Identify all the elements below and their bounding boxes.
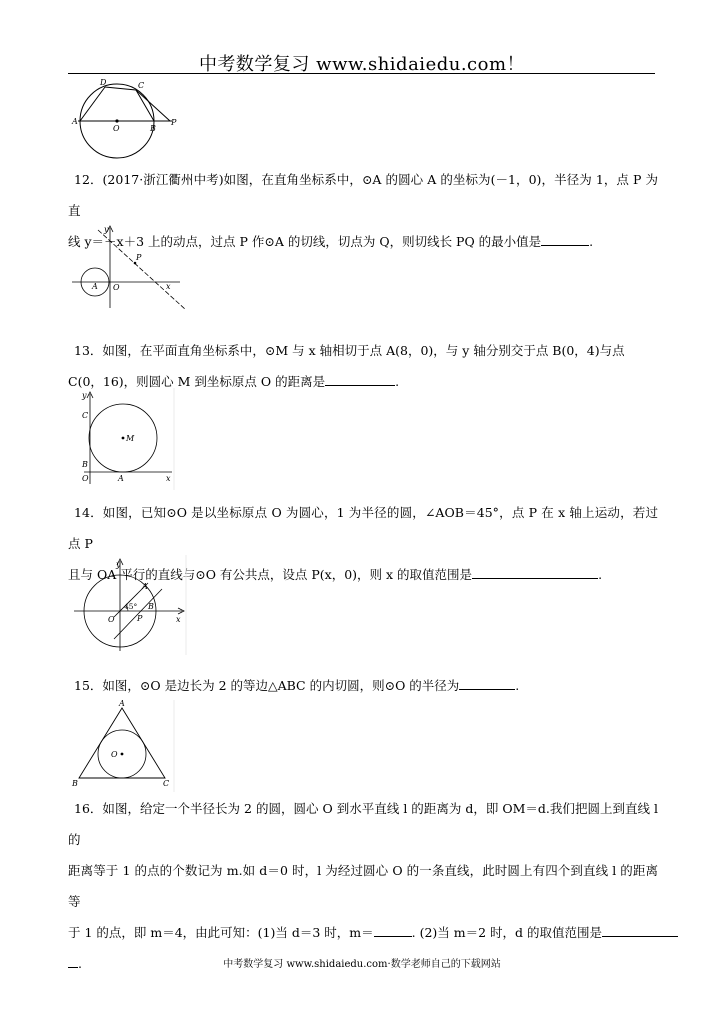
q15-label-A: A [119, 699, 125, 708]
q14-line2-end: . [598, 567, 603, 582]
q15-line1-end: . [515, 678, 520, 693]
q13-label-x: x [166, 474, 171, 483]
page-header-title: 中考数学复习 www.shidaiedu.com！ [198, 54, 526, 75]
q12-label-x: x [166, 282, 171, 291]
q16-line2: 距离等于 1 的点的个数记为 m.如 d＝0 时，l 为经过圆心 O 的一条直线，此时圆上有四个到直线 l 的距离等 [68, 863, 658, 909]
q12-line1: 12．(2017·浙江衢州中考)如图，在直角坐标系中，⊙A 的圆心 A 的坐标为(－1，0)，半径为 1，点 P 为直 [68, 172, 658, 218]
q13-label-M: M [126, 434, 135, 443]
q16-line3b-text: . (2)当 m＝2 时，d 的取值范围是 [411, 925, 603, 940]
q12-label-O: O [113, 283, 120, 292]
label-A: A [72, 117, 78, 126]
q15-answer-blank[interactable] [459, 676, 515, 690]
q16-line1: 16．如图，给定一个半径长为 2 的圆，圆心 O 到水平直线 l 的距离为 d，即 OM＝d.我们把圆上到直线 l 的 [68, 801, 658, 847]
label-D: D [100, 78, 107, 87]
header-divider [68, 73, 655, 74]
page-footer: 中考数学复习 www.shidaiedu.com·数学老师自己的下载网站 [223, 959, 501, 970]
q16-answer-blank-2[interactable] [602, 923, 678, 937]
q12-label-A: A [92, 282, 98, 291]
q13-line1: 13．如图，在平面直角坐标系中，⊙M 与 x 轴相切于点 A(8，0)，与 y 轴分别交于点 B(0，4)与点 [74, 343, 625, 358]
q15-line1-text: 15．如图，⊙O 是边长为 2 的等边△ABC 的内切圆，则⊙O 的半径为 [74, 678, 460, 693]
q14-label-y: y [116, 560, 121, 569]
q12-label-P: P [136, 253, 142, 262]
q13-label-A: A [118, 474, 124, 483]
q14-label-P: P [137, 614, 143, 623]
q13-figure [80, 388, 180, 490]
q13-label-C: C [82, 411, 89, 420]
q15-label-C: C [163, 779, 170, 788]
q13-line2-end: . [395, 374, 400, 389]
q13-label-B: B [82, 460, 88, 469]
q16-line3 [68, 917, 658, 948]
q14-line2-text: 且与 OA 平行的直线与⊙O 有公共点，设点 P(x，0)，则 x 的取值范围是 [68, 567, 473, 582]
q14-label-A: A [142, 582, 148, 591]
q11-figure [70, 78, 180, 162]
q15-figure [70, 700, 180, 792]
q16-answer-blank-1[interactable] [374, 923, 412, 937]
q12-label-y: y [104, 225, 109, 234]
q13-label-y: y [82, 391, 87, 400]
label-P: P [171, 118, 177, 127]
q12-answer-blank[interactable] [541, 232, 589, 246]
q14-label-O: O [108, 615, 115, 624]
q15-label-O: O [111, 750, 118, 759]
label-B: B [150, 124, 156, 133]
q12-line2-text: 线 y＝－x＋3 上的动点，过点 P 作⊙A 的切线，切点为 Q，则切线长 PQ 的最小值是 [68, 234, 542, 249]
q14-answer-blank[interactable] [472, 565, 598, 579]
question-15 [68, 670, 658, 701]
q14-label-B: B [148, 602, 154, 611]
q13-answer-blank[interactable] [325, 372, 395, 386]
label-C: C [138, 81, 145, 90]
q14-line1: 14．如图，已知⊙O 是以坐标原点 O 为圆心，1 为半径的圆，∠AOB＝45°，点 P 在 x 轴上运动，若过点 P [68, 505, 658, 551]
q12-line2-end: . [589, 234, 594, 249]
q14-label-x: x [176, 615, 181, 624]
q16-line4-end: . [78, 956, 82, 971]
q16-line3a-text: 于 1 的点，即 m＝4，由此可知：(1)当 d＝3 时，m＝ [68, 925, 374, 940]
q15-label-B: B [72, 779, 78, 788]
q13-label-O: O [82, 474, 89, 483]
q14-label-angle: 45° [124, 602, 138, 611]
question-16 [68, 793, 658, 979]
label-O: O [113, 124, 120, 133]
q13-line2-text: C(0，16)，则圆心 M 到坐标原点 O 的距离是 [68, 374, 326, 389]
q14-figure [70, 555, 194, 655]
q15-line1 [68, 670, 658, 701]
q12-figure [68, 222, 192, 312]
